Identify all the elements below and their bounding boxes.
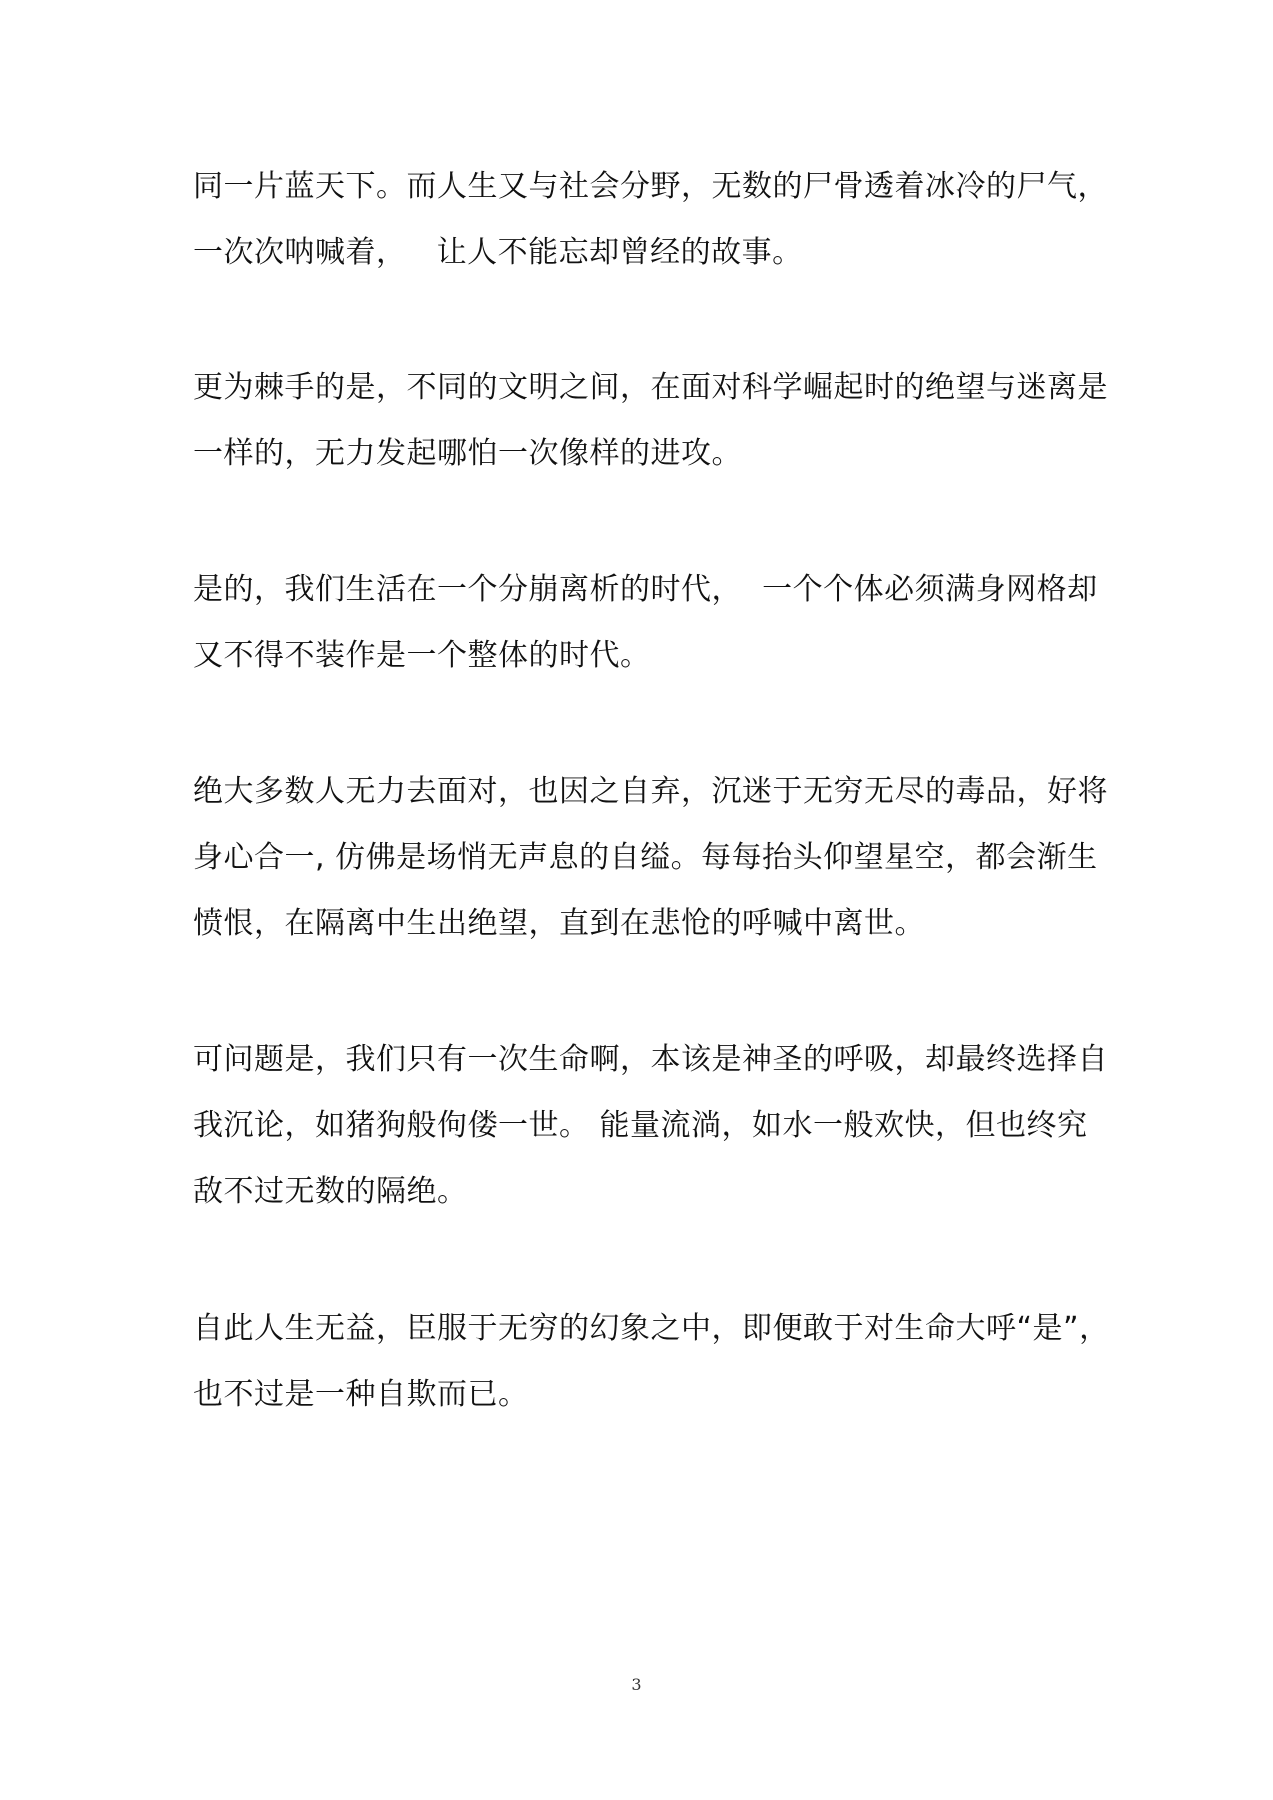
paragraph-line: 更为棘手的是，不同的文明之间，在面对科学崛起时的绝望与迷离是 <box>193 370 1108 405</box>
paragraph-6 <box>193 1296 1110 1428</box>
paragraph-line: 一次次呐喊着， 让人不能忘却曾经的故事。 <box>193 235 803 270</box>
paragraph-5 <box>193 1027 1108 1225</box>
paragraph-line: 可问题是，我们只有一次生命啊，本该是神圣的呼吸，却最终选择自 <box>193 1042 1108 1077</box>
paragraph-line: 是的，我们生活在一个分崩离析的时代， 一个个体必须满身网格却 <box>193 572 1098 607</box>
paragraph-line: 也不过是一种自欺而已。 <box>193 1377 529 1412</box>
paragraph-line: 敌不过无数的隔绝。 <box>193 1174 468 1209</box>
paragraph-line: 我沉论，如猪狗般佝偻一世。 能量流淌，如水一般欢快，但也终究 <box>193 1108 1088 1143</box>
paragraph-line: 同一片蓝天下。而人生又与社会分野，无数的尸骨透着冰冷的尸气， <box>193 169 1108 204</box>
page-number: 3 <box>631 1675 642 1694</box>
paragraph-1 <box>193 154 1108 286</box>
paragraph-line: 又不得不装作是一个整体的时代。 <box>193 638 651 673</box>
paragraph-line: 一样的，无力发起哪怕一次像样的进攻。 <box>193 436 742 471</box>
paragraph-line: 自此人生无益，臣服于无穷的幻象之中，即便敢于对生命大呼“是”， <box>193 1311 1110 1346</box>
paragraph-4 <box>193 759 1108 957</box>
paragraph-line: 绝大多数人无力去面对，也因之自弃，沉迷于无穷无尽的毒品，好将 <box>193 774 1108 809</box>
paragraph-line: 身心合一, 仿佛是场悄无声息的自缢。每每抬头仰望星空，都会渐生 <box>193 840 1098 875</box>
paragraph-3 <box>193 557 1098 689</box>
paragraph-2 <box>193 355 1108 487</box>
paragraph-line: 愤恨，在隔离中生出绝望，直到在悲怆的呼喊中离世。 <box>193 906 925 941</box>
